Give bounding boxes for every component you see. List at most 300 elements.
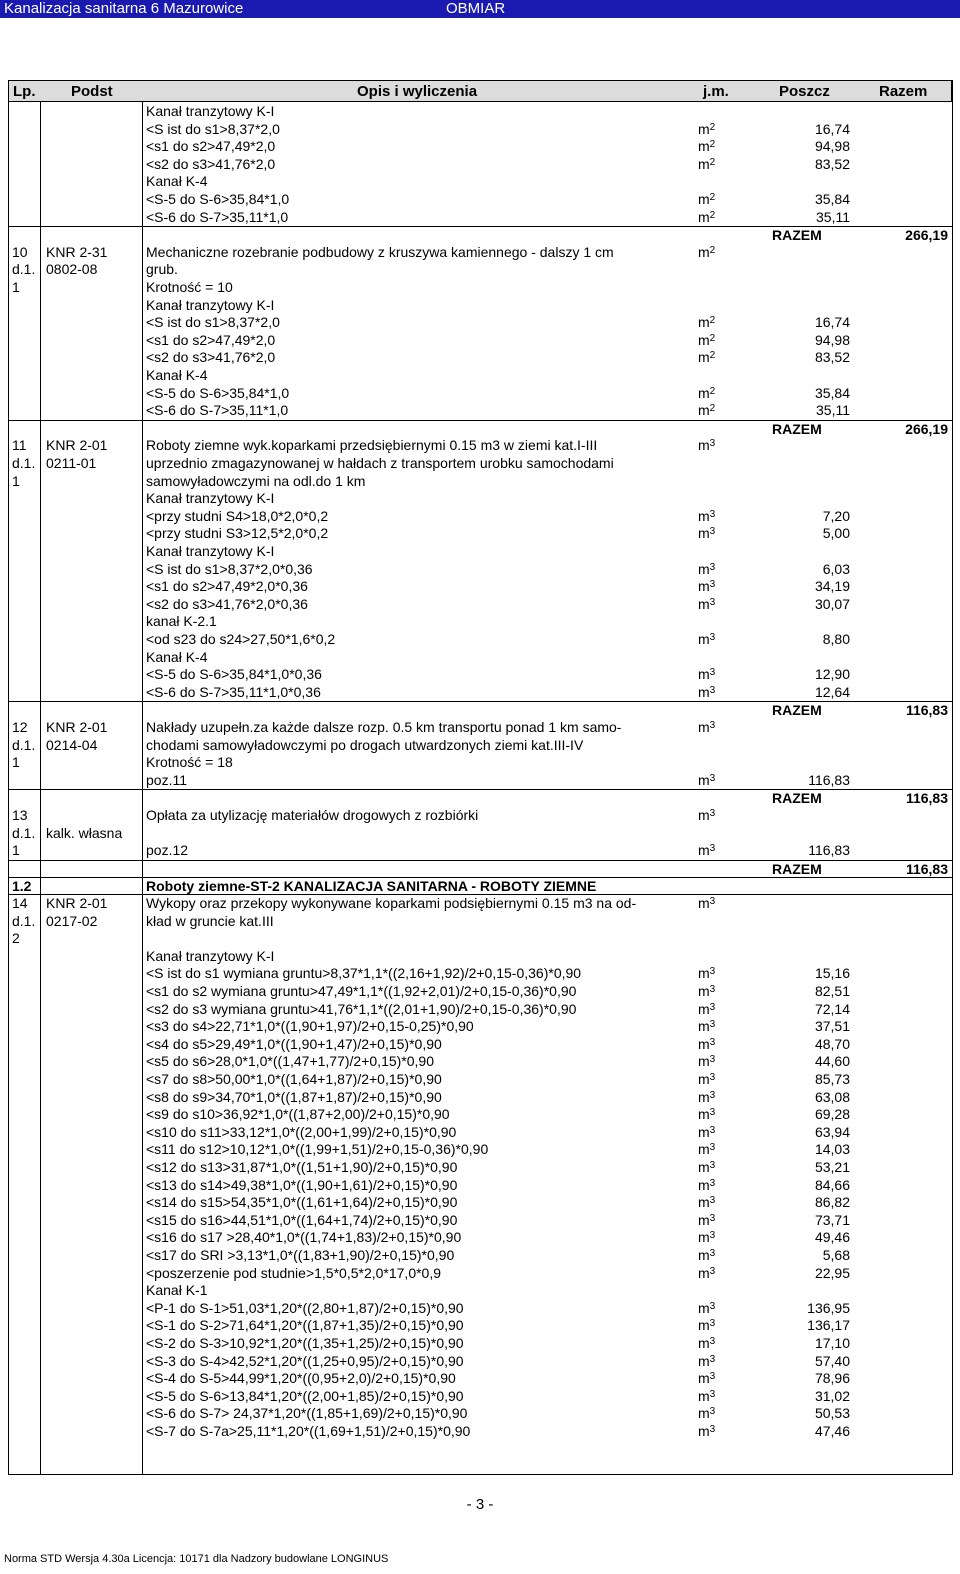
item-description: <S-1 do S-2>71,64*1,20*((1,87+1,35)/2+0,15)*0,90	[146, 1317, 464, 1334]
unit-base: m	[698, 138, 710, 155]
table-header-row	[8, 80, 952, 102]
unit-exponent: 3	[709, 1142, 716, 1154]
unit-exponent: 3	[709, 632, 716, 643]
unit-base: m	[698, 314, 710, 331]
unit-base: m	[698, 243, 710, 260]
item-basis: kalk. własna	[46, 824, 123, 841]
unit-exponent: 3	[709, 1160, 716, 1171]
item-unit	[698, 314, 715, 332]
item-description: <S ist do s1>8,37*2,0	[146, 120, 280, 137]
item-unit	[698, 1353, 715, 1371]
table-row	[8, 244, 952, 262]
item-description: <s10 do s11>33,12*1,0*((2,00+1,99)/2+0,15)*0,90	[146, 1123, 457, 1140]
unit-base: m	[698, 683, 710, 700]
unit-exponent: 3	[709, 1107, 716, 1119]
unit-base: m	[698, 1000, 710, 1017]
unit-base: m	[698, 525, 710, 542]
unit-base: m	[698, 1405, 710, 1422]
item-unit	[698, 1423, 715, 1441]
unit-exponent: 3	[709, 843, 716, 855]
item-description: <s12 do s13>31,87*1,0*((1,51+1,90)/2+0,15)*0,90	[146, 1159, 458, 1175]
unit-base: m	[698, 560, 710, 577]
column-header-poszcz: Poszcz	[779, 83, 830, 100]
item-unit	[698, 1388, 715, 1406]
table-row	[8, 807, 952, 825]
item-description: Kanał K-4	[146, 173, 208, 190]
unit-base: m	[698, 402, 710, 419]
unit-base: m	[698, 1317, 710, 1334]
item-quantity: 53,21	[814, 1159, 850, 1175]
item-number: d.1.	[12, 912, 36, 929]
table-row	[8, 613, 952, 631]
item-unit	[698, 121, 715, 139]
summary-label: RAZEM	[772, 860, 822, 877]
item-quantity: 47,46	[814, 1423, 850, 1439]
unit-exponent: 3	[709, 1177, 716, 1189]
item-quantity: 136,95	[807, 1299, 850, 1316]
unit-exponent: 3	[709, 1353, 716, 1365]
unit-exponent: 2	[709, 139, 716, 151]
item-quantity: 16,74	[814, 120, 850, 137]
item-unit	[698, 895, 715, 913]
table-row	[8, 1300, 952, 1318]
document-header-bar	[0, 0, 960, 18]
table-row	[8, 596, 952, 614]
table-row	[8, 1229, 952, 1247]
item-description: chodami samowyładowczymi po drogach utwardzonych ziemi kat.III-IV	[146, 736, 584, 753]
item-quantity: 82,51	[814, 983, 850, 999]
item-description: samowyładowczymi na odl.do 1 km	[146, 472, 366, 489]
item-description: <S-6 do S-7>35,11*1,0	[146, 402, 289, 419]
unit-exponent: 2	[709, 209, 716, 221]
unit-base: m	[698, 1141, 710, 1158]
unit-exponent: 3	[709, 772, 716, 784]
table-row	[8, 402, 952, 420]
item-number: d.1.	[12, 455, 36, 471]
summary-total: 266,19	[905, 227, 948, 244]
item-unit	[698, 1053, 715, 1071]
item-unit	[698, 1089, 715, 1107]
table-row	[8, 508, 952, 526]
table-row	[8, 842, 952, 860]
table-row	[8, 983, 952, 1001]
item-unit	[698, 666, 715, 684]
item-unit	[698, 1036, 715, 1054]
unit-exponent: 3	[709, 1230, 716, 1242]
table-row	[8, 455, 952, 473]
unit-base: m	[698, 1211, 710, 1228]
table-row	[8, 279, 952, 297]
table-row	[8, 1106, 952, 1124]
item-quantity: 12,90	[814, 666, 850, 683]
unit-exponent: 3	[709, 896, 716, 907]
unit-base: m	[698, 191, 710, 207]
item-number: 1	[12, 472, 20, 489]
item-unit	[698, 1001, 715, 1019]
unit-exponent: 3	[709, 984, 716, 995]
table-row	[8, 1159, 952, 1177]
item-unit	[698, 561, 715, 579]
item-quantity: 14,03	[814, 1141, 850, 1158]
item-quantity: 48,70	[814, 1035, 850, 1052]
summary-total: 266,19	[905, 420, 948, 437]
unit-base: m	[698, 155, 710, 172]
item-quantity: 94,98	[814, 138, 850, 155]
item-description: <S-5 do S-6>35,84*1,0*0,36	[146, 666, 322, 683]
unit-base: m	[698, 1423, 710, 1439]
item-description: <S-5 do S-6>13,84*1,20*((2,00+1,85)/2+0,15)*0,90	[146, 1387, 464, 1404]
item-description: <s1 do s2>47,49*2,0	[146, 138, 276, 155]
item-description: <s7 do s8>50,00*1,0*((1,64+1,87)/2+0,15)*0,90	[146, 1071, 442, 1087]
item-description: <P-1 do S-1>51,03*1,20*((2,80+1,87)/2+0,15)*0,90	[146, 1299, 464, 1316]
unit-exponent: 3	[709, 1265, 716, 1277]
table-row	[8, 121, 952, 139]
unit-exponent: 3	[709, 526, 716, 538]
item-quantity: 72,14	[814, 1000, 850, 1017]
summary-total: 116,83	[905, 702, 948, 719]
document-type-title: OBMIAR	[446, 0, 506, 17]
table-row	[8, 490, 952, 508]
item-description: kanał K-2.1	[146, 613, 217, 630]
item-description: Mechaniczne rozebranie podbudowy z kruszywa kamiennego - dalszy 1 cm	[146, 243, 614, 260]
item-description: Kanał tranzytowy K-I	[146, 296, 275, 313]
unit-base: m	[698, 1370, 710, 1387]
item-unit	[698, 578, 715, 596]
item-quantity: 78,96	[814, 1370, 850, 1387]
unit-exponent: 3	[709, 1212, 716, 1224]
item-unit	[698, 1405, 715, 1423]
table-row	[8, 1124, 952, 1142]
item-description: <S-5 do S-6>35,84*1,0	[146, 191, 290, 207]
item-unit	[698, 385, 715, 403]
unit-base: m	[698, 842, 710, 859]
item-description: <s2 do s3>41,76*2,0	[146, 349, 276, 366]
item-description: Wykopy oraz przekopy wykonywane koparkami podsiębiernymi 0.15 m3 na od-	[146, 895, 637, 911]
unit-base: m	[698, 771, 710, 788]
item-unit	[698, 508, 715, 526]
unit-exponent: 2	[709, 192, 716, 203]
unit-exponent: 3	[709, 1054, 716, 1066]
table-row	[8, 349, 952, 367]
table-row	[8, 437, 952, 455]
table-row	[8, 191, 952, 209]
unit-base: m	[698, 666, 710, 683]
item-description: <S-6 do S-7>35,11*1,0	[146, 208, 289, 225]
unit-exponent: 3	[709, 667, 716, 679]
item-description: Kanał tranzytowy K-I	[146, 947, 275, 964]
item-unit	[698, 1335, 715, 1353]
item-basis: 0217-02	[46, 912, 98, 929]
table-row	[8, 1317, 952, 1335]
unit-base: m	[698, 384, 710, 401]
item-unit	[698, 1177, 715, 1195]
unit-base: m	[698, 507, 710, 524]
table-row	[8, 525, 952, 543]
item-description: <s8 do s9>34,70*1,0*((1,87+1,87)/2+0,15)*0,90	[146, 1088, 442, 1105]
unit-exponent: 2	[709, 244, 716, 256]
item-description: <s9 do s10>36,92*1,0*((1,87+2,00)/2+0,15)*0,90	[146, 1106, 450, 1123]
unit-exponent: 3	[709, 808, 716, 819]
item-unit	[698, 1212, 715, 1230]
unit-base: m	[698, 1335, 710, 1351]
table-row	[8, 1036, 952, 1054]
item-number: 2	[12, 930, 20, 947]
table-row	[8, 1212, 952, 1230]
unit-base: m	[698, 895, 710, 911]
unit-exponent: 3	[709, 1195, 716, 1207]
item-unit	[698, 349, 715, 367]
item-unit	[698, 1159, 715, 1177]
item-description: <s11 do s12>10,12*1,0*((1,99+1,51)/2+0,15-0,36)*0,90	[146, 1141, 489, 1158]
unit-exponent: 3	[709, 1072, 716, 1083]
item-quantity: 35,11	[816, 402, 850, 419]
summary-label: RAZEM	[772, 790, 822, 807]
table-row	[8, 297, 952, 315]
item-unit	[698, 156, 715, 174]
unit-base: m	[698, 437, 710, 454]
item-quantity: 63,08	[814, 1088, 850, 1105]
unit-exponent: 3	[709, 1424, 716, 1435]
table-row	[8, 1405, 952, 1423]
table-row	[8, 965, 952, 983]
item-unit	[698, 332, 715, 350]
item-quantity: 136,17	[807, 1317, 850, 1334]
table-border-right	[952, 80, 953, 1475]
table-row	[8, 631, 952, 649]
unit-base: m	[698, 578, 710, 595]
unit-exponent: 2	[709, 156, 716, 168]
table-row	[8, 666, 952, 684]
column-header-razem: Razem	[879, 83, 928, 100]
table-row	[8, 772, 952, 790]
unit-base: m	[698, 1088, 710, 1105]
unit-exponent: 2	[709, 332, 716, 344]
item-unit	[698, 631, 715, 649]
table-row	[8, 1177, 952, 1195]
unit-exponent: 2	[709, 403, 716, 415]
unit-base: m	[698, 1053, 710, 1070]
item-description: <s1 do s2>47,49*2,0*0,36	[146, 578, 308, 595]
item-quantity: 50,53	[814, 1405, 850, 1422]
item-quantity: 5,00	[822, 525, 850, 542]
unit-base: m	[698, 1194, 710, 1211]
item-unit	[698, 1247, 715, 1265]
summary-row	[8, 226, 952, 245]
table-row	[8, 473, 952, 491]
unit-exponent: 3	[709, 1318, 716, 1330]
unit-base: m	[698, 1035, 710, 1052]
item-description: <S-7 do S-7a>25,11*1,20*((1,69+1,51)/2+0,15)*0,90	[146, 1423, 471, 1439]
table-row	[8, 543, 952, 561]
unit-exponent: 3	[709, 1336, 716, 1347]
table-row	[8, 367, 952, 385]
item-quantity: 35,84	[814, 384, 850, 401]
table-row	[8, 103, 952, 121]
item-basis: KNR 2-01	[46, 437, 108, 454]
item-quantity: 85,73	[814, 1071, 850, 1087]
item-quantity: 34,19	[814, 578, 850, 595]
unit-base: m	[698, 1159, 710, 1175]
item-description: Kanał K-4	[146, 648, 208, 665]
summary-row	[8, 789, 952, 808]
item-number: 1.2	[12, 878, 32, 895]
item-description: <S ist do s1>8,37*2,0*0,36	[146, 560, 313, 577]
table-row	[8, 1001, 952, 1019]
column-header-opis: Opis i wyliczenia	[357, 83, 478, 100]
item-unit	[698, 244, 715, 262]
item-description: Kanał K-1	[146, 1282, 208, 1299]
column-header-podst: Podst	[71, 83, 113, 100]
item-number: 14	[12, 895, 28, 911]
item-description: <S-4 do S-5>44,99*1,20*((0,95+2,0)/2+0,15)*0,90	[146, 1370, 456, 1387]
item-number: 10	[12, 243, 28, 260]
footer-license: Norma STD Wersja 4.30a Licencja: 10171 dla Nadzory budowlane LONGINUS	[4, 1553, 389, 1565]
summary-label: RAZEM	[772, 420, 822, 437]
unit-base: m	[698, 965, 710, 982]
table-row	[8, 578, 952, 596]
item-description: uprzednio zmagazynowanej w hałdach z transportem urobku samochodami	[146, 455, 614, 471]
unit-base: m	[698, 1264, 710, 1281]
item-description: <s14 do s15>54,35*1,0*((1,61+1,64)/2+0,15)*0,90	[146, 1194, 458, 1211]
table-row	[8, 261, 952, 279]
item-unit	[698, 209, 715, 227]
table-row	[8, 1194, 952, 1212]
item-quantity: 7,20	[822, 507, 850, 524]
unit-base: m	[698, 983, 710, 999]
table-row	[8, 1265, 952, 1283]
item-basis: KNR 2-01	[46, 895, 108, 911]
item-description: <s15 do s16>44,51*1,0*((1,64+1,74)/2+0,15)*0,90	[146, 1211, 458, 1228]
table-row	[8, 719, 952, 737]
item-description: <s16 do s17 >28,40*1,0*((1,74+1,83)/2+0,15)*0,90	[146, 1229, 462, 1246]
item-description: <S-2 do S-3>10,92*1,20*((1,35+1,25)/2+0,15)*0,90	[146, 1335, 464, 1351]
item-description: <S ist do s1>8,37*2,0	[146, 314, 280, 331]
item-quantity: 31,02	[814, 1387, 850, 1404]
item-unit	[698, 1370, 715, 1388]
item-description: <S ist do s1 wymiana gruntu>8,37*1,1*((2,16+1,92)/2+0,15-0,36)*0,90	[146, 965, 582, 982]
item-unit	[698, 1194, 715, 1212]
item-description: <s13 do s14>49,38*1,0*((1,90+1,61)/2+0,15)*0,90	[146, 1176, 458, 1193]
item-unit	[698, 1265, 715, 1283]
table-row	[8, 649, 952, 667]
item-quantity: 6,03	[822, 560, 850, 577]
unit-exponent: 3	[709, 561, 716, 573]
item-description: Nakłady uzupełn.za każde dalsze rozp. 0.5 km transportu ponad 1 km samo-	[146, 719, 622, 735]
item-description: Kanał K-4	[146, 367, 208, 383]
unit-exponent: 3	[709, 684, 716, 696]
table-row	[8, 1370, 952, 1388]
item-quantity: 57,40	[814, 1352, 850, 1369]
item-quantity: 69,28	[814, 1106, 850, 1123]
item-quantity: 35,84	[814, 191, 850, 207]
unit-base: m	[698, 1299, 710, 1316]
unit-exponent: 3	[709, 966, 716, 978]
item-number: d.1.	[12, 736, 36, 753]
item-unit	[698, 525, 715, 543]
table-row	[8, 895, 952, 913]
table-row	[8, 314, 952, 332]
table-row	[8, 948, 952, 966]
item-basis: 0211-01	[46, 455, 97, 471]
item-description: <S-5 do S-6>35,84*1,0	[146, 384, 290, 401]
item-quantity: 35,11	[816, 208, 850, 225]
table-row	[8, 1423, 952, 1441]
unit-base: m	[698, 1229, 710, 1246]
table-row	[8, 1071, 952, 1089]
table-row	[8, 1353, 952, 1371]
table-row	[8, 754, 952, 772]
unit-exponent: 3	[709, 438, 716, 450]
measurement-table	[8, 80, 952, 1475]
item-quantity: 73,71	[814, 1211, 850, 1228]
unit-exponent: 3	[709, 596, 716, 608]
table-row	[8, 1018, 952, 1036]
summary-label: RAZEM	[772, 702, 822, 719]
item-quantity: 49,46	[814, 1229, 850, 1246]
item-basis: 0214-04	[46, 736, 98, 753]
unit-base: m	[698, 1247, 710, 1263]
table-border-bottom	[8, 1474, 952, 1475]
unit-base: m	[698, 1106, 710, 1123]
table-row	[8, 1388, 952, 1406]
item-unit	[698, 719, 715, 737]
item-quantity: 17,10	[814, 1335, 850, 1351]
table-row	[8, 173, 952, 191]
item-quantity: 37,51	[814, 1018, 850, 1035]
item-unit	[698, 1018, 715, 1036]
item-description: Roboty ziemne-ST-2 KANALIZACJA SANITARNA - ROBOTY ZIEMNE	[146, 878, 597, 895]
item-number: d.1.	[12, 261, 36, 278]
item-quantity: 44,60	[814, 1053, 850, 1070]
item-description: Roboty ziemne wyk.koparkami przedsiębiernymi 0.15 m3 w ziemi kat.I-III	[146, 437, 598, 454]
item-quantity: 22,95	[814, 1264, 850, 1281]
table-row	[8, 1247, 952, 1265]
column-header-jm: j.m.	[703, 83, 729, 100]
item-quantity: 94,98	[814, 331, 850, 348]
item-description: <przy studni S4>18,0*2,0*0,2	[146, 507, 329, 524]
column-header-lp: Lp.	[13, 83, 36, 100]
item-unit	[698, 983, 715, 1001]
unit-base: m	[698, 331, 710, 348]
item-basis: KNR 2-31	[46, 243, 108, 260]
unit-base: m	[698, 1071, 710, 1087]
table-row	[8, 561, 952, 579]
item-description: <s1 do s2>47,49*2,0	[146, 331, 276, 348]
item-unit	[698, 807, 715, 825]
item-description: Kanał tranzytowy K-I	[146, 103, 275, 119]
item-quantity: 83,52	[814, 155, 850, 172]
item-unit	[698, 1124, 715, 1142]
item-unit	[698, 437, 715, 455]
item-description: <przy studni S3>12,5*2,0*0,2	[146, 525, 329, 542]
item-quantity: 8,80	[822, 631, 850, 647]
unit-exponent: 3	[709, 1248, 716, 1259]
item-number: 1	[12, 279, 20, 295]
unit-base: m	[698, 349, 710, 366]
page-number: - 3 -	[466, 1496, 494, 1513]
unit-exponent: 2	[709, 315, 716, 327]
table-row	[8, 1335, 952, 1353]
item-number: 1	[12, 754, 20, 771]
unit-exponent: 2	[709, 385, 716, 397]
item-description: poz.12	[146, 842, 189, 859]
item-description: <s1 do s2 wymiana gruntu>47,49*1,1*((1,92+2,01)/2+0,15-0,36)*0,90	[146, 983, 577, 999]
item-description: <s2 do s3>41,76*2,0*0,36	[146, 595, 308, 612]
item-unit	[698, 1300, 715, 1318]
table-row	[8, 1053, 952, 1071]
unit-exponent: 3	[709, 1371, 716, 1383]
unit-base: m	[698, 1018, 710, 1035]
